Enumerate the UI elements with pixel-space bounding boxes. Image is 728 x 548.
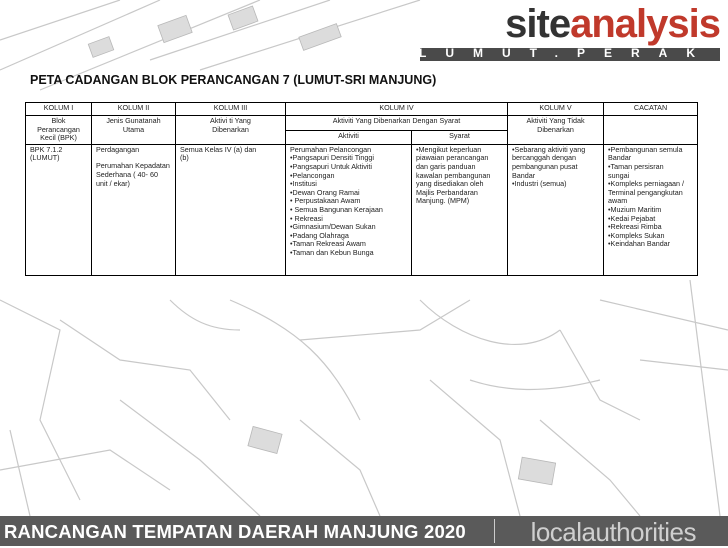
header-cacatan: CACATAN xyxy=(604,103,698,116)
cell-tidak-dibenarkan: •Sebarang aktiviti yang bercanggah dengan pembangunan pusat Bandar •Industri (semua) xyxy=(508,144,604,275)
cell-aktiviti-bersyarat: Perumahan Pelancongan •Pangsapuri Densiti Tinggi •Pangsapuri Untuk Aktiviti •Pelancongan •Institusi •Dewan Orang Ramai • Perpustakaan Awam • Semua Bangunan Kerajaan • Rekreasi •Gimnasium/Dewan Sukan •Padang Olahraga •Taman Rekreasi Awam •Taman dan Kebun Bunga xyxy=(286,144,412,275)
cell-gunatanah: Perdagangan Perumahan Kepadatan Sederhana ( 40- 60 unit / ekar) xyxy=(92,144,176,275)
subheader-aktiviti-dibenarkan: Aktivi ti Yang Dibenarkan xyxy=(176,116,286,145)
table-subheader-row xyxy=(26,116,698,131)
subheader-dengan-syarat: Aktiviti Yang Dibenarkan Dengan Syarat xyxy=(286,116,508,131)
header-kolum-4: KOLUM IV xyxy=(286,103,508,116)
subheader-aktiviti: Aktiviti xyxy=(286,130,412,144)
footer-title: RANCANGAN TEMPATAN DAERAH MANJUNG 2020 xyxy=(4,521,466,542)
table-header-row xyxy=(26,103,698,116)
header-kolum-2: KOLUM II xyxy=(92,103,176,116)
cell-cacatan: •Pembangunan semula Bandar •Taman persisran sungai •Kompleks perniagaan / Terminal pengangkutan awam •Muzium Maritim •Kedai Pejabat •Rekreasi Rimba •Kompleks Sukan •Keindahan Bandar xyxy=(604,144,698,275)
header-kolum-1: KOLUM I xyxy=(26,103,92,116)
subheader-syarat: Syarat xyxy=(412,130,508,144)
header-kolum-3: KOLUM III xyxy=(176,103,286,116)
logo-subtitle: LUMUT.PERAK xyxy=(419,46,714,60)
table-row xyxy=(26,144,698,275)
cell-bpk: BPK 7.1.2 (LUMUT) xyxy=(26,144,92,275)
site-analysis-logo xyxy=(420,0,720,64)
subheader-tidak-dibenarkan: Aktiviti Yang Tidak Dibenarkan xyxy=(508,116,604,145)
local-authorities-logo: localauthorities xyxy=(530,517,696,547)
footer-bar xyxy=(0,516,728,546)
subheader-bpk: Blok Perancangan Kecil (BPK) xyxy=(26,116,92,145)
logo-word-analysis: analysis xyxy=(570,2,720,46)
planning-table xyxy=(25,102,698,276)
header-kolum-5: KOLUM V xyxy=(508,103,604,116)
footer-divider xyxy=(494,519,495,543)
logo-word-site: site xyxy=(505,2,571,46)
subheader-gunatanah: Jenis Gunatanah Utama xyxy=(92,116,176,145)
cell-syarat: •Mengikut keperluan piawaian perancangan dan garis panduan kawalan pembangunan yang disediakan oleh Majlis Perbandaran Manjung. (MPM) xyxy=(412,144,508,275)
page-title: PETA CADANGAN BLOK PERANCANGAN 7 (LUMUT-SRI MANJUNG) xyxy=(30,73,437,87)
subheader-cacatan xyxy=(604,116,698,145)
cell-aktiviti-dibenarkan: Semua Kelas IV (a) dan (b) xyxy=(176,144,286,275)
